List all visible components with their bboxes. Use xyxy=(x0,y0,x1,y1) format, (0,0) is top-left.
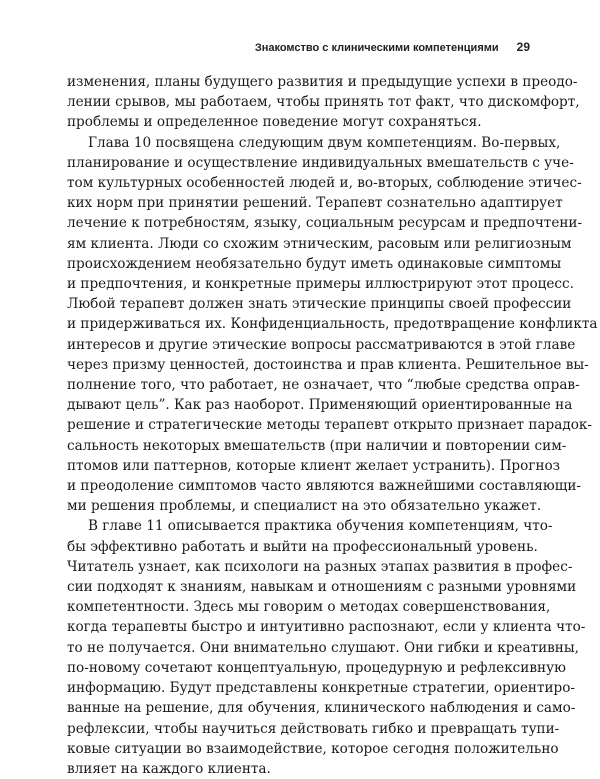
paragraph xyxy=(67,516,586,779)
text-line: ких норм при принятии решений. Терапевт сознательно адаптирует xyxy=(67,195,563,212)
text-line: ми решения проблемы, и специалист на это обязательно укажет. xyxy=(67,498,542,515)
text-line: по-новому сочетают концептуальную, процедурную и рефлексивную xyxy=(67,659,566,676)
text-line: лении срывов, мы работаем, чтобы принять тот факт, что дискомфорт, xyxy=(67,94,580,111)
paragraph xyxy=(67,133,598,517)
text-line: и придерживаться их. Конфиденциальность, предотвращение конфликта xyxy=(67,316,598,333)
page-number: 29 xyxy=(516,40,530,54)
text-line: сальность некоторых вмешательств (при наличии и повторении сим- xyxy=(67,437,567,454)
text-line: ям клиента. Люди со схожим этническим, расовым или религиозным xyxy=(67,235,572,252)
body-text xyxy=(67,72,598,779)
text-line: полнение того, что работает, не означает, что “любые средства оправ- xyxy=(67,377,580,394)
text-line: Глава 10 посвящена следующим двум компетенциям. Во-первых, xyxy=(88,134,561,151)
text-line: сии подходят к знаниям, навыкам и отношениям с разными уровнями xyxy=(67,579,577,596)
text-line: изменения, планы будущего развития и предыдущие успехи в преодо- xyxy=(67,74,578,90)
text-line: ванные на решение, для обучения, клинического наблюдения и само- xyxy=(67,700,576,717)
text-line: рефлексии, чтобы научиться действовать гибко и превращать тупи- xyxy=(67,720,560,737)
running-title: Знакомство с клиническими компетенциями xyxy=(254,42,499,54)
text-line: информацию. Будут представлены конкретные стратегии, ориентиро- xyxy=(67,680,576,697)
text-line: решение и стратегические методы терапевт открыто признает парадок- xyxy=(67,417,593,434)
text-line: компетентности. Здесь мы говорим о методах совершенствования, xyxy=(67,599,551,616)
text-line: и предпочтения, и конкретные примеры иллюстрируют этот процесс. xyxy=(67,276,574,293)
text-line: Читатель узнает, как психологи на разных этапах развития в профес- xyxy=(67,558,573,575)
text-line: дывают цель”. Как раз наоборот. Применяющий ориентированные на xyxy=(67,397,573,414)
text-line: через призму ценностей, достоинства и прав клиента. Решительное вы- xyxy=(67,356,589,373)
text-line: птомов или паттернов, которые клиент желает устранить). Прогноз xyxy=(67,457,561,474)
paragraph xyxy=(67,72,580,133)
text-line: интересов и другие этические вопросы рассматриваются в этой главе xyxy=(67,336,576,353)
text-line: лечение к потребностям, языку, социальным ресурсам и предпочтени- xyxy=(67,215,583,232)
text-line: Любой терапевт должен знать этические принципы своей профессии xyxy=(67,296,572,313)
text-line: то не получается. Они внимательно слушают. Они гибки и креативны, xyxy=(67,639,580,656)
text-line: когда терапевты быстро и интуитивно распознают, если у клиента что- xyxy=(67,619,586,636)
text-line: планирование и осуществление индивидуальных вмешательств с уче- xyxy=(67,154,574,171)
text-line: В главе 11 описывается практика обучения компетенциям, что- xyxy=(88,518,553,535)
text-line: ковые ситуации во взаимодействие, которое сегодня положительно xyxy=(67,740,559,757)
text-line: влияет на каждого клиента. xyxy=(67,760,271,777)
text-line: бы эффективно работать и выйти на профессиональный уровень. xyxy=(67,538,538,555)
text-line: том культурных особенностей людей и, во-вторых, соблюдение этичес- xyxy=(67,175,582,192)
running-header xyxy=(70,40,530,54)
text-line: и преодоление симптомов часто являются важнейшими составляющи- xyxy=(67,478,581,495)
text-line: проблемы и определенное поведение могут сохраняться. xyxy=(67,114,482,131)
text-line: происхождением необязательно будут иметь одинаковые симптомы xyxy=(67,255,562,272)
